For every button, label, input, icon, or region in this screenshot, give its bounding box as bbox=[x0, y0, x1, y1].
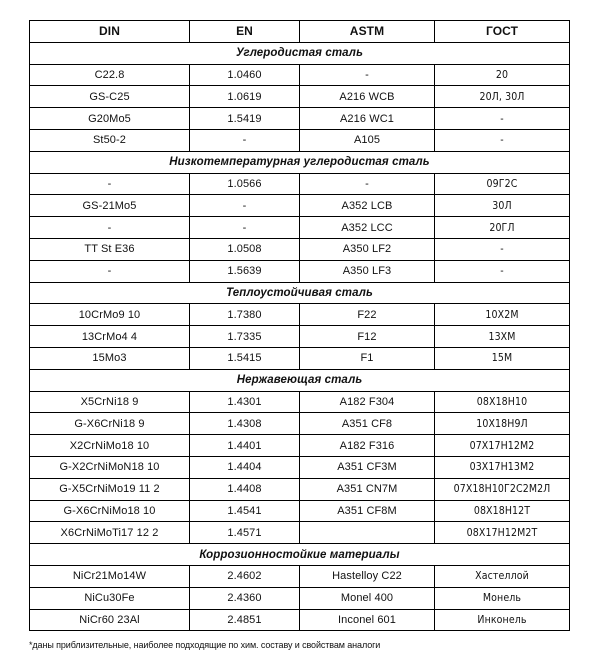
cell-din: G-X6CrNi18 9 bbox=[30, 413, 190, 435]
cell-gost: - bbox=[435, 260, 570, 282]
cell-astm: A216 WC1 bbox=[300, 108, 435, 130]
cell-din: G-X5CrNiMo19 11 2 bbox=[30, 478, 190, 500]
cell-en: 1.5419 bbox=[190, 108, 300, 130]
cell-gost: 09Г2С bbox=[435, 173, 570, 195]
cell-din: St50-2 bbox=[30, 129, 190, 151]
table-row bbox=[30, 129, 570, 151]
section-title: Коррозионностойкие материалы bbox=[30, 544, 570, 566]
cell-din: TT St E36 bbox=[30, 238, 190, 260]
cell-en: 1.4308 bbox=[190, 413, 300, 435]
table-row bbox=[30, 326, 570, 348]
cell-gost: Инконель bbox=[435, 609, 570, 631]
table-row bbox=[30, 108, 570, 130]
table-row bbox=[30, 304, 570, 326]
table-row bbox=[30, 413, 570, 435]
header-astm: ASTM bbox=[300, 21, 435, 43]
cell-astm: A351 CF8M bbox=[300, 500, 435, 522]
section-row bbox=[30, 544, 570, 566]
table-row bbox=[30, 347, 570, 369]
table-row bbox=[30, 195, 570, 217]
cell-gost: 10Х2М bbox=[435, 304, 570, 326]
cell-astm: A182 F316 bbox=[300, 435, 435, 457]
cell-en: 1.5639 bbox=[190, 260, 300, 282]
cell-din: - bbox=[30, 260, 190, 282]
section-row bbox=[30, 369, 570, 391]
cell-en: - bbox=[190, 195, 300, 217]
cell-gost: 10Х18Н9Л bbox=[435, 413, 570, 435]
table-row bbox=[30, 456, 570, 478]
table-body bbox=[30, 42, 570, 631]
table-row bbox=[30, 86, 570, 108]
cell-astm: A350 LF2 bbox=[300, 238, 435, 260]
cell-gost: 03Х17Н13М2 bbox=[435, 456, 570, 478]
steel-grades-table bbox=[29, 20, 570, 631]
section-row bbox=[30, 151, 570, 173]
table-row bbox=[30, 609, 570, 631]
section-row bbox=[30, 42, 570, 64]
cell-din: G-X6CrNiMo18 10 bbox=[30, 500, 190, 522]
cell-gost: 20ГЛ bbox=[435, 217, 570, 239]
cell-astm: A351 CN7M bbox=[300, 478, 435, 500]
cell-astm bbox=[300, 522, 435, 544]
cell-en: 1.0508 bbox=[190, 238, 300, 260]
table-row bbox=[30, 260, 570, 282]
cell-astm: A182 F304 bbox=[300, 391, 435, 413]
cell-gost: 07Х17Н12М2 bbox=[435, 435, 570, 457]
cell-gost: Хастеллой bbox=[435, 565, 570, 587]
cell-astm: A351 CF8 bbox=[300, 413, 435, 435]
cell-gost: 30Л bbox=[435, 195, 570, 217]
table-row bbox=[30, 391, 570, 413]
cell-gost: 13ХМ bbox=[435, 326, 570, 348]
section-title: Теплоустойчивая сталь bbox=[30, 282, 570, 304]
cell-din: X5CrNi18 9 bbox=[30, 391, 190, 413]
cell-din: - bbox=[30, 173, 190, 195]
cell-din: X2CrNiMo18 10 bbox=[30, 435, 190, 457]
table-row bbox=[30, 64, 570, 86]
cell-din: 15Mo3 bbox=[30, 347, 190, 369]
cell-din: NiCr21Mo14W bbox=[30, 565, 190, 587]
cell-din: - bbox=[30, 217, 190, 239]
cell-astm: Inconel 601 bbox=[300, 609, 435, 631]
cell-gost: 08Х17Н12М2Т bbox=[435, 522, 570, 544]
cell-astm: A105 bbox=[300, 129, 435, 151]
cell-en: - bbox=[190, 129, 300, 151]
cell-en: 2.4851 bbox=[190, 609, 300, 631]
table-row bbox=[30, 478, 570, 500]
cell-en: 1.0460 bbox=[190, 64, 300, 86]
cell-en: 1.7380 bbox=[190, 304, 300, 326]
header-gost: ГОСТ bbox=[435, 21, 570, 43]
cell-din: G20Mo5 bbox=[30, 108, 190, 130]
cell-en: 2.4360 bbox=[190, 587, 300, 609]
header-row bbox=[30, 21, 570, 43]
table-row bbox=[30, 217, 570, 239]
table-row bbox=[30, 587, 570, 609]
cell-en: 2.4602 bbox=[190, 565, 300, 587]
cell-gost: Монель bbox=[435, 587, 570, 609]
cell-astm: - bbox=[300, 64, 435, 86]
cell-astm: F1 bbox=[300, 347, 435, 369]
cell-din: GS-C25 bbox=[30, 86, 190, 108]
cell-din: GS-21Mo5 bbox=[30, 195, 190, 217]
cell-gost: 07Х18Н10Г2С2М2Л bbox=[435, 478, 570, 500]
table-row bbox=[30, 565, 570, 587]
table-row bbox=[30, 435, 570, 457]
cell-astm: A350 LF3 bbox=[300, 260, 435, 282]
cell-en: 1.4404 bbox=[190, 456, 300, 478]
footnote: *даны приблизительные, наиболее подходящие по хим. составу и свойствам аналоги bbox=[29, 640, 381, 650]
cell-astm: A352 LCB bbox=[300, 195, 435, 217]
cell-astm: - bbox=[300, 173, 435, 195]
cell-gost: - bbox=[435, 108, 570, 130]
cell-en: 1.0566 bbox=[190, 173, 300, 195]
header-en: EN bbox=[190, 21, 300, 43]
cell-en: 1.4408 bbox=[190, 478, 300, 500]
cell-gost: 08Х18Н12Т bbox=[435, 500, 570, 522]
cell-astm: A351 CF3M bbox=[300, 456, 435, 478]
cell-gost: - bbox=[435, 238, 570, 260]
cell-en: 1.4571 bbox=[190, 522, 300, 544]
cell-din: G-X2CrNiMoN18 10 bbox=[30, 456, 190, 478]
cell-din: C22.8 bbox=[30, 64, 190, 86]
table-row bbox=[30, 522, 570, 544]
cell-astm: A216 WCB bbox=[300, 86, 435, 108]
cell-gost: 20 bbox=[435, 64, 570, 86]
cell-din: X6CrNiMoTi17 12 2 bbox=[30, 522, 190, 544]
section-title: Углеродистая сталь bbox=[30, 42, 570, 64]
cell-en: 1.5415 bbox=[190, 347, 300, 369]
table-row bbox=[30, 173, 570, 195]
cell-din: 10CrMo9 10 bbox=[30, 304, 190, 326]
section-row bbox=[30, 282, 570, 304]
cell-din: NiCr60 23Al bbox=[30, 609, 190, 631]
table-row bbox=[30, 500, 570, 522]
cell-gost: - bbox=[435, 129, 570, 151]
cell-gost: 20Л, 30Л bbox=[435, 86, 570, 108]
cell-gost: 15М bbox=[435, 347, 570, 369]
section-title: Низкотемпературная углеродистая сталь bbox=[30, 151, 570, 173]
cell-din: 13CrMo4 4 bbox=[30, 326, 190, 348]
cell-en: 1.4401 bbox=[190, 435, 300, 457]
cell-din: NiCu30Fe bbox=[30, 587, 190, 609]
header-din: DIN bbox=[30, 21, 190, 43]
table-header bbox=[30, 21, 570, 43]
cell-astm: Hastelloy C22 bbox=[300, 565, 435, 587]
cell-astm: Monel 400 bbox=[300, 587, 435, 609]
cell-astm: A352 LCC bbox=[300, 217, 435, 239]
table-row bbox=[30, 238, 570, 260]
cell-en: 1.0619 bbox=[190, 86, 300, 108]
cell-en: - bbox=[190, 217, 300, 239]
cell-en: 1.4541 bbox=[190, 500, 300, 522]
cell-astm: F22 bbox=[300, 304, 435, 326]
cell-astm: F12 bbox=[300, 326, 435, 348]
cell-gost: 08Х18Н10 bbox=[435, 391, 570, 413]
cell-en: 1.4301 bbox=[190, 391, 300, 413]
cell-en: 1.7335 bbox=[190, 326, 300, 348]
section-title: Нержавеющая сталь bbox=[30, 369, 570, 391]
